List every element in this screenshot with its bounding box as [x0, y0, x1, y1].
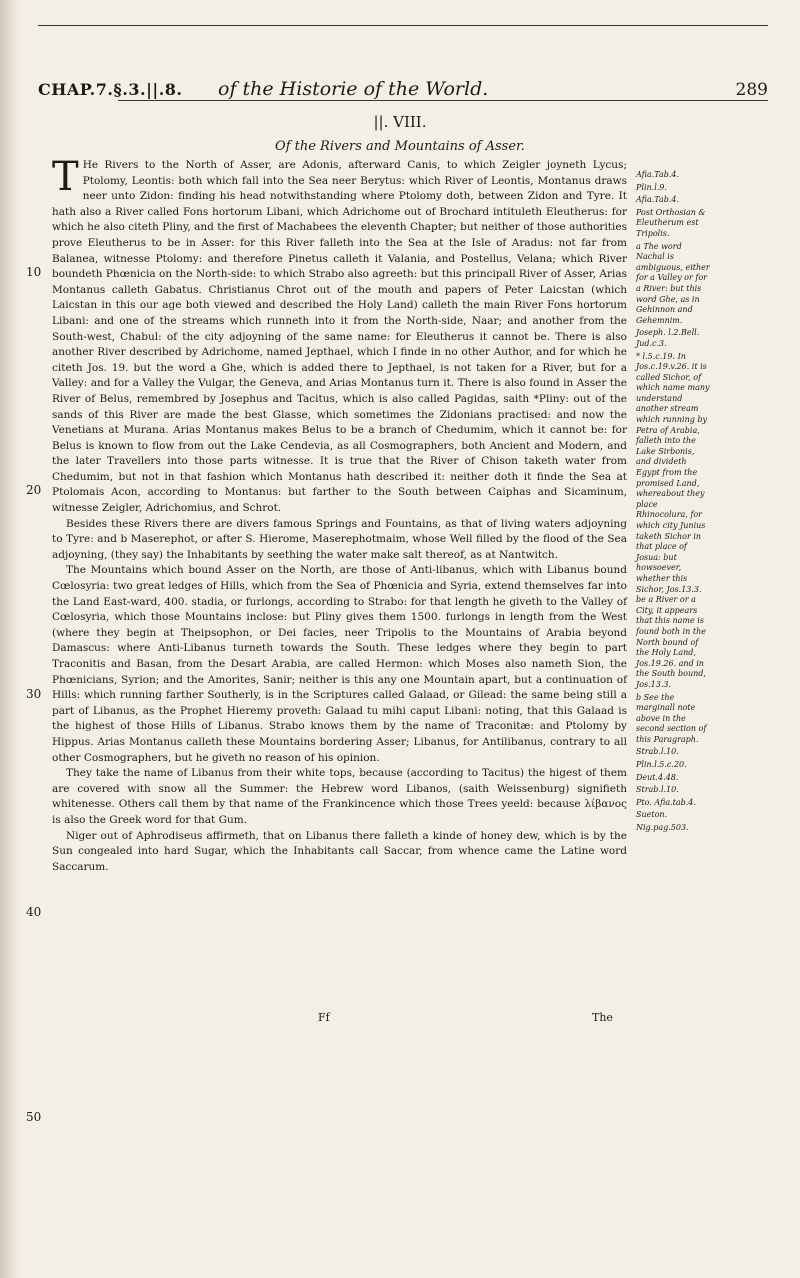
catchword: The — [592, 1011, 613, 1024]
margin-note: Deut.4.48. — [636, 772, 679, 782]
line-number: 10 — [26, 265, 42, 279]
margin-note: a The word Nachal is ambiguous, either for a Valley or for a River: but this word Ghe, as in Gehinnon and Gehemnim. — [636, 241, 710, 325]
paragraph — [52, 154, 627, 517]
margin-note: Strab.l.10. — [636, 785, 679, 795]
margin-note: b See the marginall note above in the second section of this Paragraph. — [636, 692, 707, 744]
section-title: Of the Rivers and Mountains of Asser. — [275, 139, 525, 154]
margin-note: Strab.l.10. — [636, 747, 679, 757]
margin-note: Afia.Tab.4. — [636, 170, 680, 179]
margin-note: Afia.Tab.4. — [636, 195, 680, 205]
margin-note: Nig.pag.503. — [636, 823, 689, 833]
body-text — [52, 154, 627, 875]
margin-note: Joseph. l.2.Bell. Jud.c.3. — [636, 328, 700, 348]
margin-note: Plin.l.9. — [636, 182, 667, 192]
chapter-reference: CHAP.7.§.3.||.8. — [38, 80, 183, 99]
paragraph-text: He Rivers to the North of Asser, are Adonis, afterward Canis, to which Zeigler joyneth Lycus; Ptolomy, Leontis: both which fall into the Sea neer Berytus: which River of Leontis, Montanus draws neer unto Zidon: finding his head notwithstanding where Ptolomy doth, between Zidon and Tyre. It hath also a River called Fons hortorum Libani, which Adrichome out of Brochard intituleth Eleutherus: for which he also citeth Pliny, and the first of Machabees the eleventh Chapter; but neither of those authorities prove Eleutherus to be in Asser: for this River falleth into the Sea at the Isle of Aradus: not far from Balanea, witnesse Ptolomy: and therefore Pinetus calleth it Valania, and Postellus, Velana; which River boundeth Phœnicia on the North-side: to which Strabo also agreeth: but this principall River of Asser, Arias Montanus calleth Gabatus. Christianus Chrot out of the mouth and papers of Peter Laicstan (which Laicstan in this our age both viewed and described the Holy Land) calleth the main River Fons hortorum Libani: and one of the streams which runneth into it from the North-side, Naar; and another from the South-west, Chabul: of the city adjoyning of the same name: for Eleutherus it cannot be. There is also another River described by Adrichome, named Jepthael, which I finde in no other Author, and for which he citeth Jos. 19. but the word a Ghe, which is added there to Jepthael, is not taken for a River, but for a Valley: and for a Valley the Vulgar, the Geneva, and Arias Montanus turn it. There is also found in Asser the River of Belus, remembred by Josephus and Tacitus, which is also called Pagidas, saith *Pliny: out of the sands of this River are made the best Glasse, which sometimes the Zidonians practised: and now the Venetians at Murana. Arias Montanus makes Belus to be a branch of Chedumim, which it cannot be: for Belus is known to flow from out the Lake Cendevia, as all Cosmographers, both Ancient and Modern, and the later Travellers into those parts witnesse. It is true that the River of Chison taketh water from Chedumim, but not in that fashion which Montanus hath described it: neither doth it finde the Sea at Ptolomais Acon, according to Montanus: but farther to the South between Caiphas and Sicaminum, witnesse Zeigler, Adrichomius, and Schrot. — [52, 159, 627, 515]
top-rule — [38, 25, 768, 26]
line-number: 50 — [26, 1110, 42, 1124]
line-number: 20 — [26, 483, 42, 497]
margin-note: Sueton. — [636, 810, 668, 820]
binding-shadow — [0, 0, 22, 1278]
margin-note: Plin.l.5.c.20. — [636, 760, 687, 770]
section-number: ||. VIII. — [373, 113, 427, 131]
paragraph: Niger out of Aphrodiseus affirmeth, that on Libanus there falleth a kinde of honey dew, which is by the Sun congealed into hard Sugar, which the Inhabitants call Saccar, from whence came the Latine word Saccarum. — [52, 829, 627, 873]
running-title: of the Historie of the World. — [218, 78, 489, 100]
signature-mark: Ff — [318, 1011, 330, 1024]
margin-note: Pto. Afia.tab.4. — [636, 797, 696, 807]
running-header — [38, 38, 768, 98]
header-rule — [118, 100, 768, 101]
line-number: 40 — [26, 905, 42, 919]
margin-note: * l.5.c.19. In Jos.c.19.v.26. it is called Sichor, of which name many understand another stream which running by Petra of Arabia, falleth into the Lake Sirbonis, and divideth Egypt from the promised Land, whereabout they place Rhinocolura, for which city Junius taketh Sichor in that place of Josua: but howsoever, whether this Sichor, Jos.13.3. be a River or a City, it appears that this name is found both in the North bound of the Holy Land, Jos.19.26. and in the South bound, Jos.13.3. — [636, 351, 710, 689]
margin-note: Post Orthosian & Eleutherum est Tripolis. — [636, 207, 706, 238]
drop-cap: T — [52, 154, 79, 200]
paragraph: The Mountains which bound Asser on the North, are those of Anti-libanus, which with Libanus bound Cœlosyria: two great ledges of Hills, which from the Sea of Phœnicia and Syria, extend themselves far into the Land East-ward, 400. stadia, or furlongs, according to Strabo: for that length he giveth to the Valley of Cœlosyria, which those Mountains inclose: but Pliny gives them 1500. furlongs in length from the West (where they begin at Theipsophon, or Dei facies, neer Tripolis to the Mountains of Arabia beyond Damascus: where Anti-Libanus turneth towards the South. These ledges where they begin to part Traconitis and Basan, from the Desart Arabia, are called Hermon: which Moses also nameth Sion, the Phœnicians, Syrion; and the Amorites, Sanir; neither is this any one Mountain apart, but a continuation of Hills: which running farther Southerly, is in the Scriptures called Galaad, or Gilead: the same being still a part of Libanus, as the Prophet Hieremy proveth: Galaad tu mihi caput Libani: noting, that this Galaad is the highest of those Hills of Libanus. Strabo knows them by the name of Traconitæ: and Ptolomy by Hippus. Arias Montanus calleth these Mountains bordering Asser; Libanus, for Antilibanus, contrary to all other Cosmographers, but he giveth no reason of his opinion. — [52, 564, 627, 764]
margin-notes — [636, 170, 710, 836]
line-number: 30 — [26, 687, 42, 701]
paragraph: They take the name of Libanus from their white tops, because (according to Tacitus) the higest of them are covered with snow all the Summer: the Hebrew word Libanos, (saith Weissenburg) signifieth whitenesse. Others call them by that name of the Frankincence which those Trees yeeld: because λίβανος is also the Greek word for that Gum. — [52, 767, 627, 826]
paragraph: Besides these Rivers there are divers famous Springs and Fountains, as that of living waters adjoyning to Tyre: and b Maserephot, or after S. Hierome, Maserephotmaim, whose Well filled by the flood of the Sea adjoyning, (they say) the Inhabitants by seething the water make salt thereof, as at Nantwitch. — [52, 517, 627, 561]
page-number: 289 — [735, 80, 768, 100]
